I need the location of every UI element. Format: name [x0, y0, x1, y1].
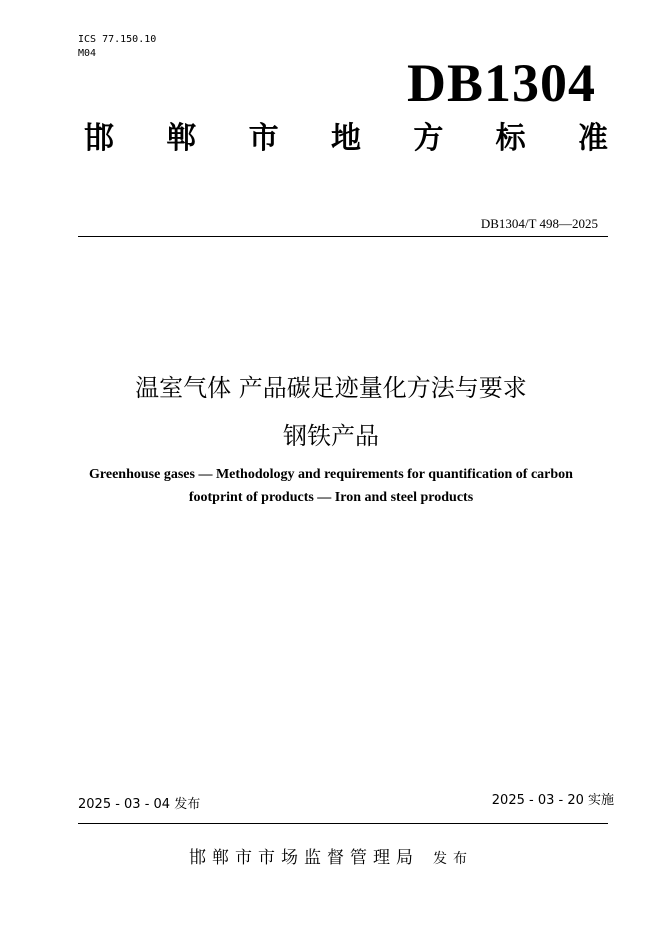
title-char: 地 [330, 121, 361, 156]
title-en-line1: Greenhouse gases — Methodology and requirements for quantification of carbon [89, 467, 573, 482]
header-divider [78, 236, 608, 237]
effective-date: 2025 - 03 - 20 实施 [491, 793, 614, 808]
ccs-code: M04 [78, 48, 97, 59]
title-char: 标 [495, 121, 526, 156]
title-cn-line1: 温室气体 产品碳足迹量化方法与要求 [135, 374, 527, 402]
standard-number: DB1304/T 498—2025 [480, 216, 598, 231]
title-char: 郸 [166, 121, 197, 156]
ics-code: ICS 77.150.10 [78, 34, 157, 45]
title-cn-line2: 钢铁产品 [283, 422, 379, 450]
title-char: 邯 [84, 121, 114, 156]
classification-codes [78, 33, 156, 61]
standard-type-title [84, 120, 608, 158]
issuer-line [0, 846, 662, 871]
issuer-name: 邯郸市市场监督管理局 [189, 848, 419, 868]
title-char: 准 [577, 121, 608, 156]
standard-code: DB1304 [406, 53, 596, 113]
title-char: 市 [248, 121, 279, 156]
title-char: 方 [413, 121, 444, 156]
footer-divider [78, 823, 608, 824]
release-date: 2025 - 03 - 04 发布 [78, 797, 201, 812]
issue-word: 发布 [433, 851, 473, 867]
title-en-line2: footprint of products — Iron and steel products [188, 490, 474, 505]
